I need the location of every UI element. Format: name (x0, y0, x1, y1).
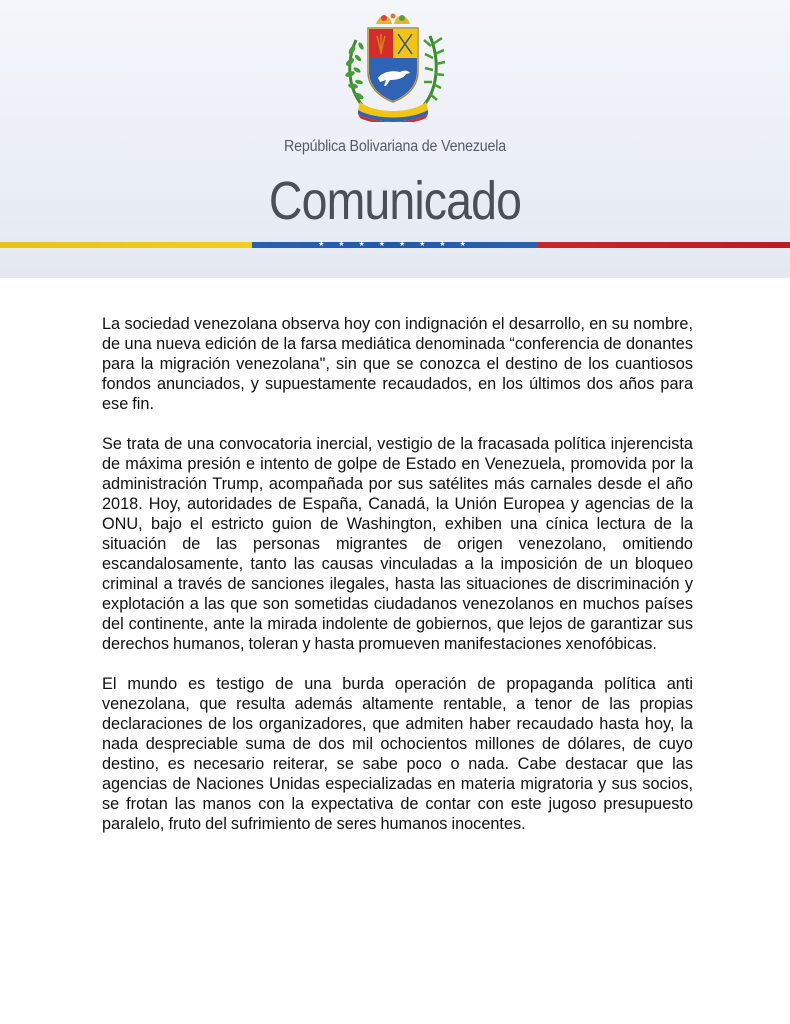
paragraph-3: El mundo es testigo de una burda operación de propaganda política anti venezolana, que resulta además altamente rentable, a tenor de las propias declaraciones de los organizadores, que admiten haber recaudado hasta hoy, la nada despreciable suma de dos mil ochocientos millones de dólares, de cuyo destino, es necesario reiterar, se sabe poco o nada. Cabe destacar que las agencias de Naciones Unidas especializadas en materia migratoria y sus socios, se frotan las manos con la expectativa de contar con este jugoso presupuesto paralelo, fruto del sufrimiento de seres humanos inocentes. (102, 675, 693, 833)
letterhead (0, 0, 790, 278)
coat-of-arms-icon (340, 10, 446, 122)
flag-stripe (0, 242, 790, 248)
flag-stripe-blue (252, 242, 538, 248)
flag-stripe-red (538, 242, 790, 248)
page-title: Comunicado (268, 171, 522, 231)
paragraph-1: La sociedad venezolana observa hoy con indignación el desarrollo, en su nombre, de una nueva edición de la farsa mediática denominada “conferencia de donantes para la migración venezolana", sin que se conozca el destino de los cuantiosos fondos anunciados, y supuestamente recaudados, en los últimos dos años para ese fin. (102, 315, 693, 413)
flag-stripe-yellow (0, 242, 252, 248)
statement-body (102, 314, 693, 854)
paragraph-2: Se trata de una convocatoria inercial, vestigio de la fracasada política injerencista de máxima presión e intento de golpe de Estado en Venezuela, promovida por la administración Trump, acompañada por sus satélites más carnales desde el año 2018. Hoy, autoridades de España, Canadá, la Unión Europea y agencias de la ONU, bajo el estricto guion de Washington, exhiben una cínica lectura de la situación de las personas migrantes de origen venezolano, omitiendo escandalosamente, tanto las causas vinculadas a la imposición de un bloqueo criminal a través de sanciones ilegales, hasta las situaciones de discriminación y explotación a las que son sometidas ciudadanos venezolanos en muchos países del continente, ante la mirada indolente de gobiernos, que lejos de garantizar sus derechos humanos, toleran y hasta promueven manifestaciones xenofóbicas. (102, 435, 693, 653)
country-name: República Bolivariana de Venezuela (283, 138, 507, 155)
stars-icon: ★ ★ ★ ★ ★ ★ ★ ★ (318, 241, 472, 248)
